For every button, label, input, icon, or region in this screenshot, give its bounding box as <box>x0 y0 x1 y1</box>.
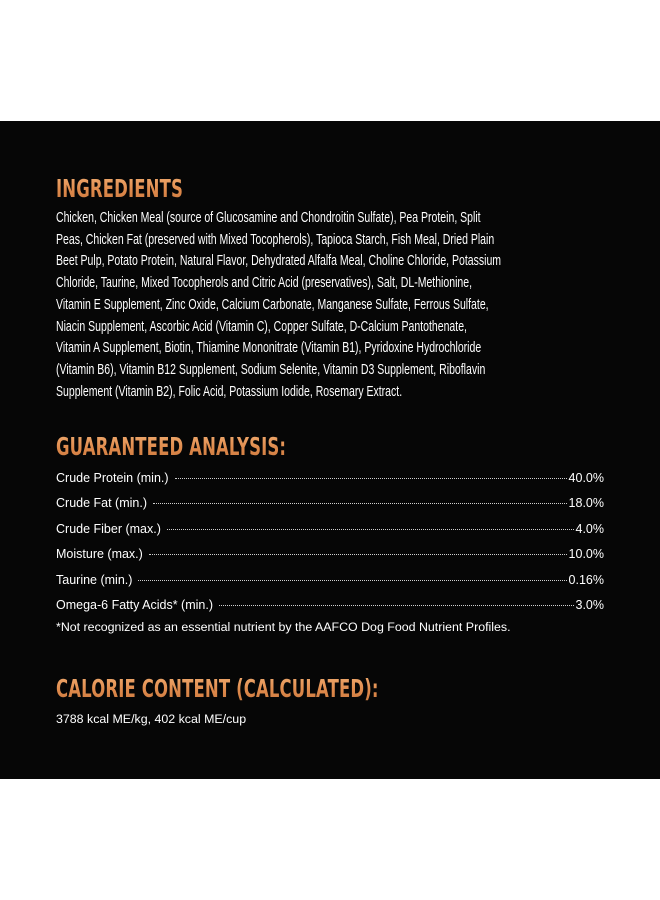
analysis-row-taurine <box>56 573 604 598</box>
analysis-row-crude-fat <box>56 496 604 521</box>
aafco-footnote: *Not recognized as an essential nutrient by the AAFCO Dog Food Nutrient Profiles. <box>56 620 511 634</box>
dot-leader <box>149 554 567 555</box>
ingredients-line: Vitamin E Supplement, Zinc Oxide, Calcium Carbonate, Manganese Sulfate, Ferrous Sulfate, <box>56 296 489 313</box>
analysis-row-crude-fiber <box>56 522 604 547</box>
dot-leader <box>138 580 566 581</box>
ingredients-line: (Vitamin B6), Vitamin B12 Supplement, Sodium Selenite, Vitamin D3 Supplement, Riboflavin <box>56 361 486 378</box>
analysis-value: 18.0% <box>568 496 604 511</box>
analysis-row-moisture <box>56 547 604 572</box>
ingredients-line: Chicken, Chicken Meal (source of Glucosamine and Chondroitin Sulfate), Pea Protein, Split <box>56 210 481 226</box>
analysis-value: 4.0% <box>575 521 604 536</box>
analysis-row-crude-protein <box>56 471 604 496</box>
dot-leader <box>175 478 567 479</box>
ingredients-line: Beet Pulp, Potato Protein, Natural Flavor, Dehydrated Alfalfa Meal, Choline Chloride, Potassium <box>56 253 502 270</box>
ingredients-line: Vitamin A Supplement, Biotin, Thiamine Mononitrate (Vitamin B1), Pyridoxine Hydrochloride <box>56 340 482 357</box>
ingredients-heading: INGREDIENTS <box>56 174 183 203</box>
ingredients-line: Peas, Chicken Fat (preserved with Mixed Tocopherols), Tapioca Starch, Fish Meal, Dried Plain <box>56 231 495 248</box>
analysis-label: Crude Protein (min.) <box>56 471 169 485</box>
dot-leader <box>219 605 574 606</box>
ingredients-list <box>56 208 603 403</box>
ingredients-line: Chloride, Taurine, Mixed Tocopherols and Citric Acid (preservatives), Salt, DL-Methionine, <box>56 275 473 292</box>
calorie-value: 3788 kcal ME/kg, 402 kcal ME/cup <box>56 712 247 726</box>
ingredients-line: Niacin Supplement, Ascorbic Acid (Vitamin C), Copper Sulfate, D-Calcium Pantothenate, <box>56 318 467 335</box>
analysis-label: Omega-6 Fatty Acids* (min.) <box>56 597 213 612</box>
analysis-table <box>56 471 604 623</box>
analysis-label: Crude Fiber (max.) <box>56 521 161 536</box>
analysis-label: Crude Fat (min.) <box>56 496 147 511</box>
analysis-value: 10.0% <box>568 547 604 562</box>
analysis-value: 3.0% <box>575 597 604 612</box>
analysis-value: 40.0% <box>568 471 604 485</box>
dot-leader <box>153 503 567 504</box>
ingredients-line: Supplement (Vitamin B2), Folic Acid, Potassium Iodide, Rosemary Extract. <box>56 383 403 400</box>
analysis-label: Moisture (max.) <box>56 547 143 562</box>
analysis-label: Taurine (min.) <box>56 572 133 587</box>
analysis-value: 0.16% <box>568 572 604 587</box>
nutrition-panel <box>0 121 660 779</box>
calorie-content-heading: CALORIE CONTENT (CALCULATED): <box>56 674 379 703</box>
dot-leader <box>167 529 574 530</box>
guaranteed-analysis-heading: GUARANTEED ANALYSIS: <box>56 432 287 461</box>
